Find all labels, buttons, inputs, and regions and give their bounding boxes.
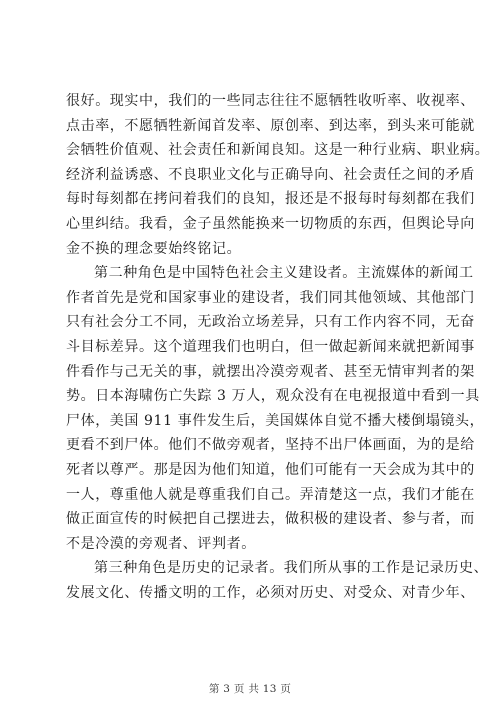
- text-line: 一人，尊重他人就是尊重我们自己。弄清楚这一点，我们才能在: [66, 486, 475, 503]
- text-line: 做正面宣传的时候把自己摆进去，做积极的建设者、参与者，而: [66, 511, 475, 528]
- text-line: 点击率，不愿牺牲新闻首发率、原创率、到达率，到头来可能就: [66, 117, 475, 134]
- text-line: 更看不到尸体。他们不做旁观者，坚持不出尸体画面，为的是给: [66, 437, 475, 454]
- text-line: 会牺牲价值观、社会责任和新闻良知。这是一种行业病、职业病。: [66, 142, 490, 159]
- text-line: 很好。现实中，我们的一些同志往往不愿牺牲收听率、收视率、: [66, 93, 475, 109]
- text-line: 作者首先是党和国家事业的建设者，我们同其他领域、其他部门: [66, 289, 475, 306]
- text-line: 发展文化、传播文明的工作，必须对历史、对受众、对青少年、: [66, 584, 475, 601]
- text-line: 金不换的理念要始终铭记。: [66, 240, 242, 257]
- text-line: 件看作与己无关的事，就摆出冷漠旁观者、甚至无情审判者的架: [66, 363, 475, 380]
- text-line: 不是冷漠的旁观者、评判者。: [66, 535, 256, 552]
- paragraph-start-line: 第二种角色是中国特色社会主义建设者。主流媒体的新闻工: [94, 265, 474, 282]
- body-text: [66, 89, 490, 605]
- text-line: 尸体，美国 911 事件发生后，美国媒体自觉不播大楼倒塌镜头，: [66, 412, 485, 429]
- text-line: 经济利益诱惑、不良职业文化与正确导向、社会责任之间的矛盾: [66, 166, 475, 183]
- text-line: 只有社会分工不同，无政治立场差异，只有工作内容不同，无奋: [66, 314, 475, 331]
- text-line: 每时每刻都在拷问着我们的良知，报还是不报每时每刻都在我们: [66, 191, 475, 208]
- paragraph-start-line: 第三种角色是历史的记录者。我们所从事的工作是记录历史、: [94, 560, 489, 577]
- text-line: 心里纠结。我看，金子虽然能换来一切物质的东西，但舆论导向: [66, 215, 475, 232]
- page-footer: 第 3 页 共 13 页: [208, 683, 292, 695]
- text-line: 势。日本海啸伤亡失踪 3 万人，观众没有在电视报道中看到一具: [66, 388, 480, 405]
- text-line: 死者以尊严。那是因为他们知道，他们可能有一天会成为其中的: [66, 461, 475, 478]
- text-line: 斗目标差异。这个道理我们也明白，但一做起新闻来就把新闻事: [66, 338, 475, 355]
